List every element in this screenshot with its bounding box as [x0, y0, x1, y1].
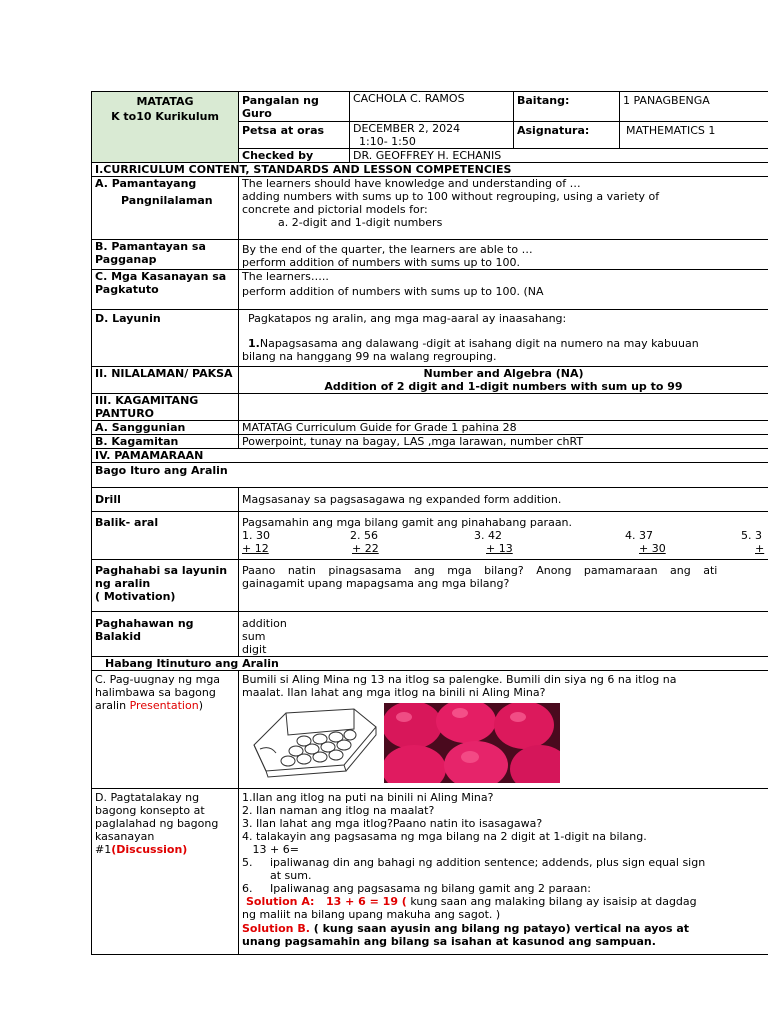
balakid-word-3: digit — [242, 643, 267, 656]
motivation-label-2: ( Motivation) — [95, 590, 176, 603]
solution-a-equation: 13 + 6 = 19 ( — [325, 895, 407, 908]
balik-problem-3 — [474, 529, 513, 555]
discussion-item-5-cont: at sum. — [270, 869, 312, 882]
balakid-content — [239, 612, 768, 657]
discussion-item-5-number: 5. — [242, 856, 253, 869]
d-label: D. Layunin — [92, 310, 239, 367]
section-3-empty — [239, 394, 768, 421]
solution-a-label: Solution A: — [246, 895, 315, 908]
discussion-line-1: 1.Ilan ang itlog na puti na binili ni Aling Mina? — [242, 791, 494, 804]
checked-value: DR. GEOFFREY H. ECHANIS — [350, 149, 768, 163]
section-2-label: II. NILALAMAN/ PAKSA — [92, 367, 239, 394]
motivation-text-1: Paano natin pinagsasama ang mga bilang? Anong pamamaraan ang ati — [242, 564, 718, 577]
balik-problem-4 — [625, 529, 666, 555]
a-label-cell — [92, 177, 239, 240]
b-label: B. Pamantayan sa Pagganap — [92, 240, 239, 270]
discussion-item-5 — [242, 856, 765, 869]
balakid-label: Paghahawan ng Balakid — [92, 612, 239, 657]
problem-2-top: 2. 56 — [350, 529, 378, 542]
problem-1-bottom: + 12 — [242, 542, 269, 555]
presentation-label-cell — [92, 671, 239, 789]
presentation-text-2: maalat. Ilan lahat ang mga itlog na binili ni Aling Mina? — [242, 686, 546, 699]
section-2-text-2: Addition of 2 digit and 1-digit numbers with sum up to 99 — [324, 380, 683, 393]
curriculum-subtitle: K to10 Kurikulum — [111, 110, 219, 123]
discussion-line-4: 4. talakayin ang pagsasama ng mga bilang na 2 digit at 1-digit na bilang. — [242, 830, 647, 843]
discussion-item-5-text: ipaliwanag din ang bahagi ng addition sentence; addends, plus sign equal sign — [270, 856, 706, 869]
grade-value: 1 PANAGBENGA — [620, 92, 768, 122]
d-text-1: Pagkatapos ng aralin, ang mga mag-aaral ay inaasahang: — [248, 312, 567, 325]
presentation-label-red: Presentation — [129, 699, 199, 712]
balakid-word-2: sum — [242, 630, 266, 643]
balakid-word-1: addition — [242, 617, 287, 630]
solution-a-line — [242, 895, 765, 908]
problem-3-top: 3. 42 — [474, 529, 502, 542]
drill-label: Drill — [92, 488, 239, 512]
motivation-content — [239, 560, 768, 612]
kagamitan-label: B. Kagamitan — [92, 435, 239, 449]
balik-aral-label: Balik- aral — [92, 512, 239, 560]
date-value: DECEMBER 2, 2024 — [353, 122, 461, 135]
presentation-text-1: Bumili si Aling Mina ng 13 na itlog sa palengke. Bumili din siya ng 6 na itlog na — [242, 673, 677, 686]
balik-problem-1 — [242, 529, 270, 555]
problem-3-bottom: + 13 — [486, 542, 513, 555]
discussion-line-3: 3. Ilan lahat ang mga itlog?Paano natin ito isasagawa? — [242, 817, 543, 830]
section-1-title: I.CURRICULUM CONTENT, STANDARDS AND LESSON COMPETENCIES — [92, 163, 768, 177]
date-label: Petsa at oras — [239, 122, 350, 149]
grade-label: Baitang: — [514, 92, 620, 122]
presentation-images — [242, 705, 765, 785]
discussion-label-red: (Discussion) — [111, 843, 188, 856]
a-label-line2: Pangnilalaman — [121, 194, 213, 207]
discussion-line-2: 2. Ilan naman ang itlog na maalat? — [242, 804, 435, 817]
curriculum-title: MATATAG — [136, 95, 194, 108]
subject-label: Asignatura: — [514, 122, 620, 149]
balik-problems — [242, 529, 765, 555]
solution-b-text-2: unang pagsamahin ang bilang sa isahan at kasunod ang sampuan. — [242, 935, 656, 948]
lesson-plan-document — [91, 91, 768, 955]
c-text-2: perform addition of numbers with sums up to 100. (NA — [242, 285, 544, 298]
b-text-2: perform addition of numbers with sums up to 100. — [242, 256, 520, 269]
a-content-cell — [239, 177, 768, 240]
c-text-1: The learners….. — [242, 270, 329, 283]
drill-text: Magsasanay sa pagsasagawa ng expanded form addition. — [239, 488, 768, 512]
balik-problem-5 — [741, 529, 764, 555]
section-2-text-1: Number and Algebra (NA) — [423, 367, 584, 380]
discussion-label: D. Pagtatalakay ng bagong konsepto at paglalahad ng bagong kasanayan #1 — [95, 791, 219, 856]
solution-a-text-1: kung saan ang malaking bilang ay isaisip at dagdag — [406, 895, 697, 908]
section-3-label: III. KAGAMITANG PANTURO — [92, 394, 239, 421]
discussion-label-cell — [92, 789, 239, 955]
presentation-close-paren: ) — [198, 699, 203, 712]
c-label: C. Mga Kasanayan sa Pagkatuto — [92, 270, 239, 310]
problem-2-bottom: + 22 — [352, 542, 379, 555]
section-2-content — [239, 367, 768, 394]
bago-ituro-title: Bago Ituro ang Aralin — [92, 463, 768, 488]
teacher-name: CACHOLA C. RAMOS — [350, 92, 514, 122]
d-text-2-line — [242, 337, 765, 350]
problem-4-bottom: + 30 — [639, 542, 666, 555]
solution-b-label: Solution B. — [242, 922, 310, 935]
balik-aral-cell — [239, 512, 768, 560]
b-text-1: By the end of the quarter, the learners are able to … — [242, 243, 533, 256]
date-cell — [350, 122, 514, 149]
problem-1-top: 1. 30 — [242, 529, 270, 542]
discussion-line-5: 13 + 6= — [242, 843, 299, 856]
kagamitan-text: Powerpoint, tunay na bagay, LAS ,mga larawan, number chRT — [239, 435, 768, 449]
d-text-3: bilang na hanggang 99 na walang regrouping. — [242, 350, 497, 363]
sanggunian-label: A. Sanggunian — [92, 421, 239, 435]
a-text-4: a. 2-digit and 1-digit numbers — [278, 216, 443, 229]
problem-5-top: 5. 3 — [741, 529, 762, 542]
section-4-title: IV. PAMAMARAAN — [92, 449, 768, 463]
presentation-content — [239, 671, 768, 789]
d-text-2-number: 1. — [248, 337, 260, 350]
d-text-2: Napagsasama ang dalawang -digit at isahang digit na numero na may kabuuan — [259, 337, 699, 350]
lesson-plan-table — [91, 91, 768, 955]
checked-label: Checked by — [239, 149, 350, 163]
motivation-text-2: gainagamit upang mapagsama ang mga bilang? — [242, 577, 510, 590]
discussion-item-6-text: Ipaliwanag ang pagsasama ng bilang gamit ang 2 paraan: — [270, 882, 591, 895]
problem-5-bottom: + — [755, 542, 765, 555]
d-content-cell — [239, 310, 768, 367]
balik-problem-2 — [350, 529, 379, 555]
motivation-label-1: Paghahabi sa layunin ng aralin — [95, 564, 228, 590]
a-text-2: adding numbers with sums up to 100 without regrouping, using a variety of — [242, 190, 660, 203]
discussion-content — [239, 789, 768, 955]
solution-b-line — [242, 922, 765, 935]
curriculum-cell — [92, 92, 239, 163]
a-label-line1: A. Pamantayang — [95, 177, 197, 190]
solution-a-text-2: ng maliit na bilang upang makuha ang sagot. ) — [242, 908, 501, 921]
time-value: 1:10- 1:50 — [359, 135, 416, 148]
presentation-label: C. Pag-uugnay ng mga halimbawa sa bagong aralin — [95, 673, 221, 712]
b-content-cell — [239, 240, 768, 270]
red-eggs-image — [384, 703, 560, 783]
habang-itinuturo-title: Habang Itinuturo ang Aralin — [92, 657, 768, 671]
egg-tray-image — [246, 705, 380, 779]
sanggunian-text: MATATAG Curriculum Guide for Grade 1 pahina 28 — [239, 421, 768, 435]
discussion-item-6-number: 6. — [242, 882, 253, 895]
a-text-1: The learners should have knowledge and understanding of … — [242, 177, 581, 190]
balik-aral-text: Pagsamahin ang mga bilang gamit ang pinahabang paraan. — [242, 516, 573, 529]
discussion-item-6 — [242, 882, 765, 895]
solution-b-text-1: ( kung saan ayusin ang bilang ng patayo) vertical na ayos at — [309, 922, 690, 935]
teacher-label: Pangalan ng Guro — [239, 92, 350, 122]
problem-4-top: 4. 37 — [625, 529, 653, 542]
a-text-3: concrete and pictorial models for: — [242, 203, 428, 216]
subject-value: MATHEMATICS 1 — [620, 122, 768, 149]
motivation-label-cell — [92, 560, 239, 612]
c-content-cell — [239, 270, 768, 310]
